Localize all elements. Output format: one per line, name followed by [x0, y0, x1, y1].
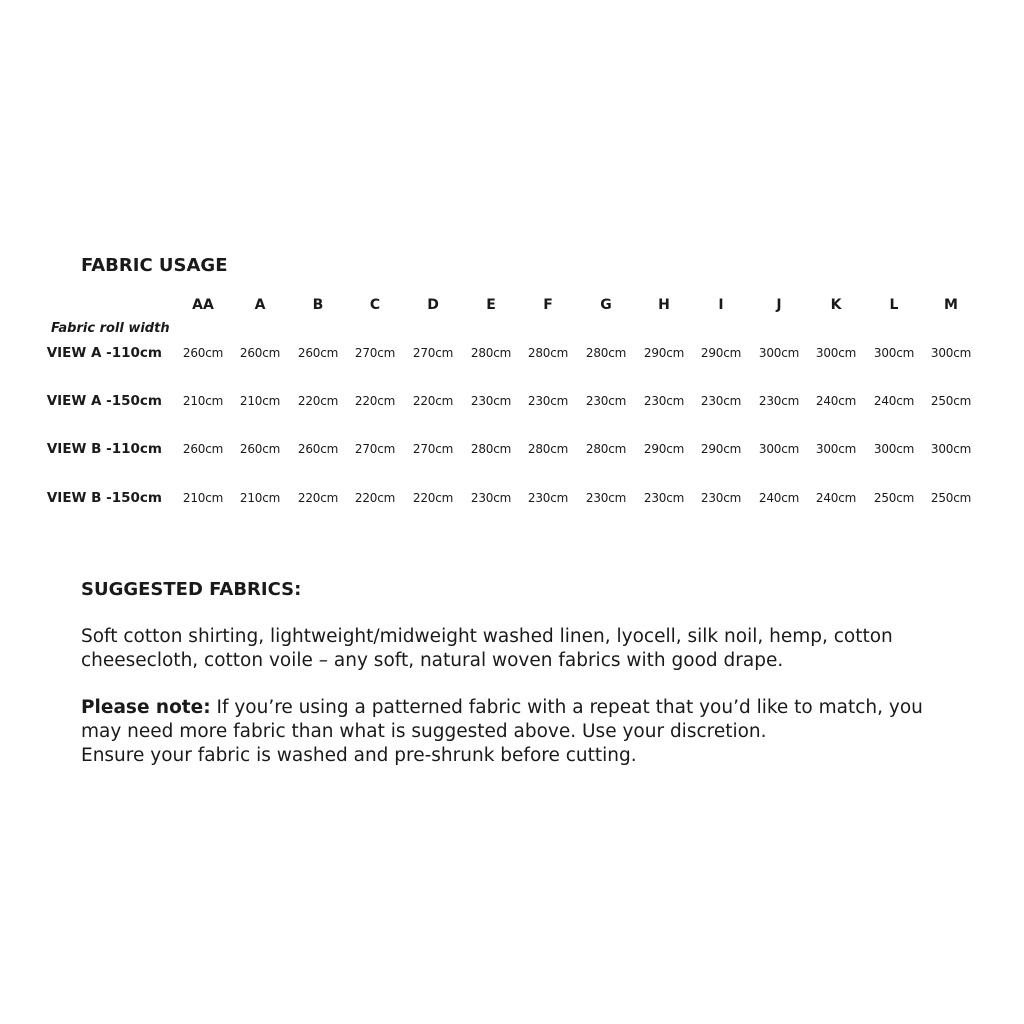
note-text: If you’re using a patterned fabric with a repeat that you’d like to match, you may need more fabric than what is suggested above. Use your discretion. — [81, 697, 923, 742]
row-label: VIEW A -110cm — [46, 345, 162, 361]
table-cell: 280cm — [470, 346, 512, 360]
table-cell: 300cm — [815, 346, 857, 360]
table-cell: 290cm — [643, 442, 685, 456]
table-cell: 220cm — [297, 394, 339, 408]
size-header: C — [369, 297, 381, 313]
table-cell: 300cm — [758, 442, 800, 456]
table-cell: 280cm — [527, 442, 569, 456]
table-cell: 300cm — [930, 442, 972, 456]
table-cell: 240cm — [758, 491, 800, 505]
suggested-fabrics-title: SUGGESTED FABRICS: — [81, 579, 302, 600]
table-cell: 250cm — [873, 491, 915, 505]
table-cell: 300cm — [873, 346, 915, 360]
row-label: VIEW B -150cm — [46, 490, 162, 506]
table-cell: 230cm — [527, 394, 569, 408]
suggested-fabrics-text: Soft cotton shirting, lightweight/midweight washed linen, lyocell, silk noil, hemp, cotton cheesecloth, cotton voile – any soft, natural woven fabrics with good drape. — [81, 626, 893, 671]
table-cell: 300cm — [758, 346, 800, 360]
table-cell: 230cm — [470, 491, 512, 505]
table-cell: 250cm — [930, 491, 972, 505]
table-cell: 300cm — [930, 346, 972, 360]
size-header: G — [600, 297, 612, 313]
size-header: A — [254, 297, 266, 313]
table-cell: 230cm — [470, 394, 512, 408]
row-label: VIEW B -110cm — [46, 441, 162, 457]
table-cell: 230cm — [527, 491, 569, 505]
table-cell: 220cm — [412, 394, 454, 408]
table-cell: 230cm — [700, 491, 742, 505]
table-cell: 230cm — [758, 394, 800, 408]
row-label: VIEW A -150cm — [46, 393, 162, 409]
table-cell: 270cm — [354, 442, 396, 456]
size-header: L — [889, 297, 899, 313]
size-header: M — [944, 297, 958, 313]
table-cell: 220cm — [354, 394, 396, 408]
table-cell: 210cm — [182, 491, 224, 505]
size-header: K — [830, 297, 842, 313]
fabric-usage-title: FABRIC USAGE — [81, 255, 228, 276]
table-cell: 300cm — [873, 442, 915, 456]
table-cell: 210cm — [239, 491, 281, 505]
table-cell: 270cm — [412, 346, 454, 360]
table-cell: 220cm — [412, 491, 454, 505]
size-header: D — [427, 297, 439, 313]
table-cell: 230cm — [700, 394, 742, 408]
note-extra-text: Ensure your fabric is washed and pre-shrunk before cutting. — [81, 745, 637, 766]
table-cell: 240cm — [815, 394, 857, 408]
table-cell: 260cm — [182, 442, 224, 456]
table-cell: 260cm — [239, 346, 281, 360]
table-cell: 270cm — [354, 346, 396, 360]
table-cell: 260cm — [239, 442, 281, 456]
table-cell: 280cm — [585, 442, 627, 456]
size-header: AA — [192, 297, 214, 313]
note-paragraph — [81, 696, 961, 768]
table-cell: 290cm — [700, 442, 742, 456]
table-cell: 230cm — [585, 394, 627, 408]
table-cell: 220cm — [354, 491, 396, 505]
table-cell: 300cm — [815, 442, 857, 456]
size-header: H — [658, 297, 670, 313]
table-cell: 280cm — [527, 346, 569, 360]
table-cell: 290cm — [700, 346, 742, 360]
table-cell: 230cm — [585, 491, 627, 505]
table-cell: 240cm — [815, 491, 857, 505]
note-label: Please note: — [81, 697, 211, 718]
table-cell: 280cm — [585, 346, 627, 360]
size-header: J — [776, 297, 782, 313]
table-cell: 290cm — [643, 346, 685, 360]
table-cell: 270cm — [412, 442, 454, 456]
table-cell: 230cm — [643, 491, 685, 505]
table-cell: 210cm — [182, 394, 224, 408]
table-cell: 250cm — [930, 394, 972, 408]
table-cell: 210cm — [239, 394, 281, 408]
size-header: E — [486, 297, 496, 313]
table-cell: 230cm — [643, 394, 685, 408]
table-cell: 280cm — [470, 442, 512, 456]
size-header: B — [312, 297, 324, 313]
table-cell: 260cm — [297, 346, 339, 360]
table-cell: 240cm — [873, 394, 915, 408]
table-cell: 220cm — [297, 491, 339, 505]
table-cell: 260cm — [297, 442, 339, 456]
size-header: F — [543, 297, 553, 313]
table-cell: 260cm — [182, 346, 224, 360]
fabric-roll-width-label: Fabric roll width — [51, 321, 170, 336]
size-header: I — [718, 297, 724, 313]
